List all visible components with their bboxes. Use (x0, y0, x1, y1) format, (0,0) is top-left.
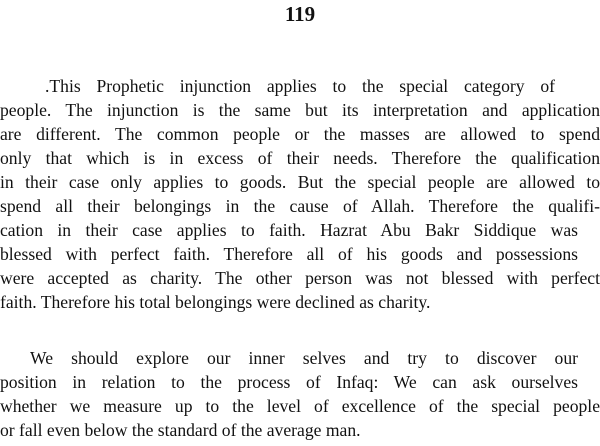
paragraph-line: cation in their case applies to faith. Hazrat Abu Bakr Siddique was (0, 220, 578, 240)
paragraph-line: were accepted as charity. The other person was not blessed with perfect (0, 268, 600, 288)
paragraph-line: spend all their belongings in the cause of Allah. Therefore the qualifi- (0, 196, 600, 216)
paragraph-line: position in relation to the process of Infaq: We can ask ourselves (0, 372, 578, 392)
paragraph-line: blessed with perfect faith. Therefore all of his goods and possessions (0, 244, 578, 264)
paragraph-line: or fall even below the standard of the average man. (0, 420, 361, 440)
paragraph-line: are different. The common people or the masses are allowed to spend (0, 124, 600, 144)
paragraph-line: We should explore our inner selves and try to discover our (30, 348, 578, 368)
paragraph-line: in their case only applies to goods. But the special people are allowed to (0, 172, 600, 192)
paragraph-line: faith. Therefore his total belongings were declined as charity. (0, 292, 431, 312)
paragraph-line: .This Prophetic injunction applies to the special category of (45, 76, 555, 96)
paragraph-line: only that which is in excess of their needs. Therefore the qualification (0, 148, 600, 168)
paragraph-line: people. The injunction is the same but its interpretation and application (0, 100, 600, 120)
paragraph-line: whether we measure up to the level of excellence of the special people (0, 396, 600, 416)
page-number: 119 (284, 2, 316, 26)
